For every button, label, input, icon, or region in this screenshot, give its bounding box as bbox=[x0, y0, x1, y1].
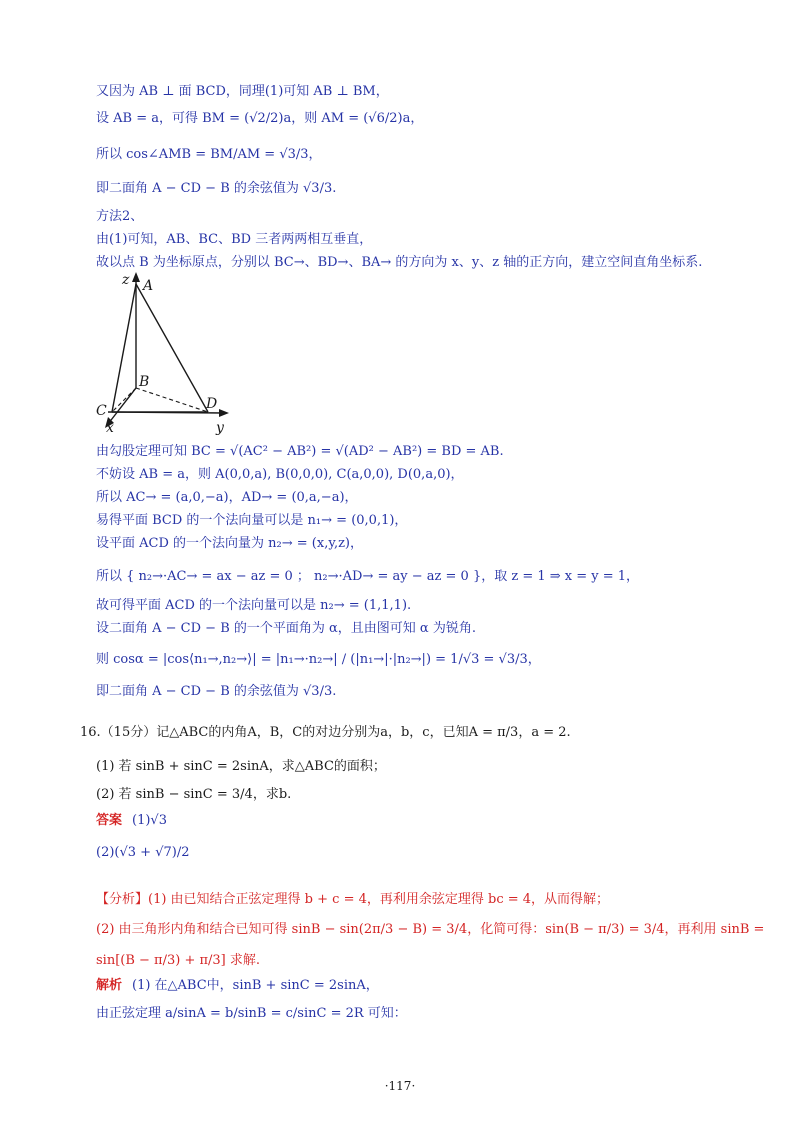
solution-line: 由(1)可知，AB、BC、BD 三者两两相互垂直， bbox=[96, 232, 373, 247]
label-x: x bbox=[106, 420, 114, 436]
tetrahedron-figure bbox=[92, 270, 242, 438]
edge-ad bbox=[136, 284, 208, 412]
label-c: C bbox=[96, 403, 107, 419]
solution-line: 设 AB = a，可得 BM = (√2/2)a，则 AM = (√6/2)a， bbox=[96, 111, 424, 126]
x-axis bbox=[108, 388, 136, 424]
analysis-line: 【分析】(1) 由已知结合正弦定理得 b + c = 4，再利用余弦定理得 bc = 4，从而得解； bbox=[96, 892, 610, 907]
solution-line: 故可得平面 ACD 的一个法向量可以是 n₂→ = (1,1,1). bbox=[96, 598, 412, 613]
problem-question-1: (1) 若 sinB + sinC = 2sinA，求△ABC的面积； bbox=[96, 759, 386, 774]
y-axis-arrow-icon bbox=[219, 409, 229, 417]
answer-label: 答案 bbox=[96, 813, 123, 828]
solution-line: 设二面角 A − CD − B 的一个平面角为 α，且由图可知 α 为锐角. bbox=[96, 621, 476, 636]
solution-line: 设平面 ACD 的一个法向量为 n₂→ = (x,y,z)， bbox=[96, 536, 363, 551]
analysis-line: sin[(B − π/3) + π/3] 求解. bbox=[96, 953, 261, 968]
problem-question-2: (2) 若 sinB − sinC = 3/4，求b. bbox=[96, 787, 292, 802]
solution-line: 所以 cos∠AMB = BM/AM = √3/3， bbox=[96, 147, 322, 162]
page-number: ·117· bbox=[384, 1079, 416, 1093]
label-y: y bbox=[216, 420, 224, 436]
solution-line: 所以 { n₂→·AC→ = ax − az = 0 ； n₂→·AD→ = ay − az = 0 }，取 z = 1 ⇒ x = y = 1， bbox=[96, 569, 640, 584]
z-axis-arrow-icon bbox=[132, 272, 140, 282]
solution-line: 所以 AC→ = (a,0,−a)，AD→ = (0,a,−a)， bbox=[96, 490, 358, 505]
label-b: B bbox=[139, 374, 150, 390]
label-d: D bbox=[206, 396, 218, 412]
analysis-line: (2) 由三角形内角和结合已知可得 sinB − sin(2π/3 − B) = 3/4，化简可得：sin(B − π/3) = 3/4，再利用 sinB = bbox=[96, 922, 765, 937]
solution-line: 即二面角 A − CD − B 的余弦值为 √3/3. bbox=[96, 181, 337, 196]
label-z: z bbox=[122, 272, 130, 288]
solution-line: 又因为 AB ⊥ 面 BCD，同理(1)可知 AB ⊥ BM， bbox=[96, 84, 389, 99]
answer-1: (1)√3 bbox=[132, 813, 167, 828]
jiexi-line: (1) 在△ABC中，sinB + sinC = 2sinA， bbox=[132, 978, 379, 993]
solution-line: 不妨设 AB = a，则 A(0,0,a), B(0,0,0), C(a,0,0), D(0,a,0)， bbox=[96, 467, 464, 482]
solution-line: 则 cosα = |cos⟨n₁→,n₂→⟩| = |n₁→·n₂→| / (|n₁→|·|n₂→|) = 1/√3 = √3/3， bbox=[96, 652, 541, 667]
jiexi-label: 解析 bbox=[96, 978, 123, 993]
jiexi-line: 由正弦定理 a/sinA = b/sinB = c/sinC = 2R 可知： bbox=[96, 1006, 407, 1021]
solution-line: 由勾股定理可知 BC = √(AC² − AB²) = √(AD² − AB²) = BD = AB. bbox=[96, 444, 504, 459]
answer-2: (2)(√3 + √7)/2 bbox=[96, 845, 190, 860]
solution-line: 易得平面 BCD 的一个法向量可以是 n₁→ = (0,0,1)， bbox=[96, 513, 408, 528]
label-a: A bbox=[143, 278, 154, 294]
solution-line: 故以点 B 为坐标原点，分别以 BC→、BD→、BA→ 的方向为 x、y、z 轴的正方向，建立空间直角坐标系. bbox=[96, 255, 703, 270]
problem-stem: 16.（15分）记△ABC的内角A，B，C的对边分别为a，b，c，已知A = π/3，a = 2. bbox=[80, 725, 571, 740]
solution-line: 即二面角 A − CD − B 的余弦值为 √3/3. bbox=[96, 684, 337, 699]
method-heading: 方法2、 bbox=[96, 209, 144, 224]
